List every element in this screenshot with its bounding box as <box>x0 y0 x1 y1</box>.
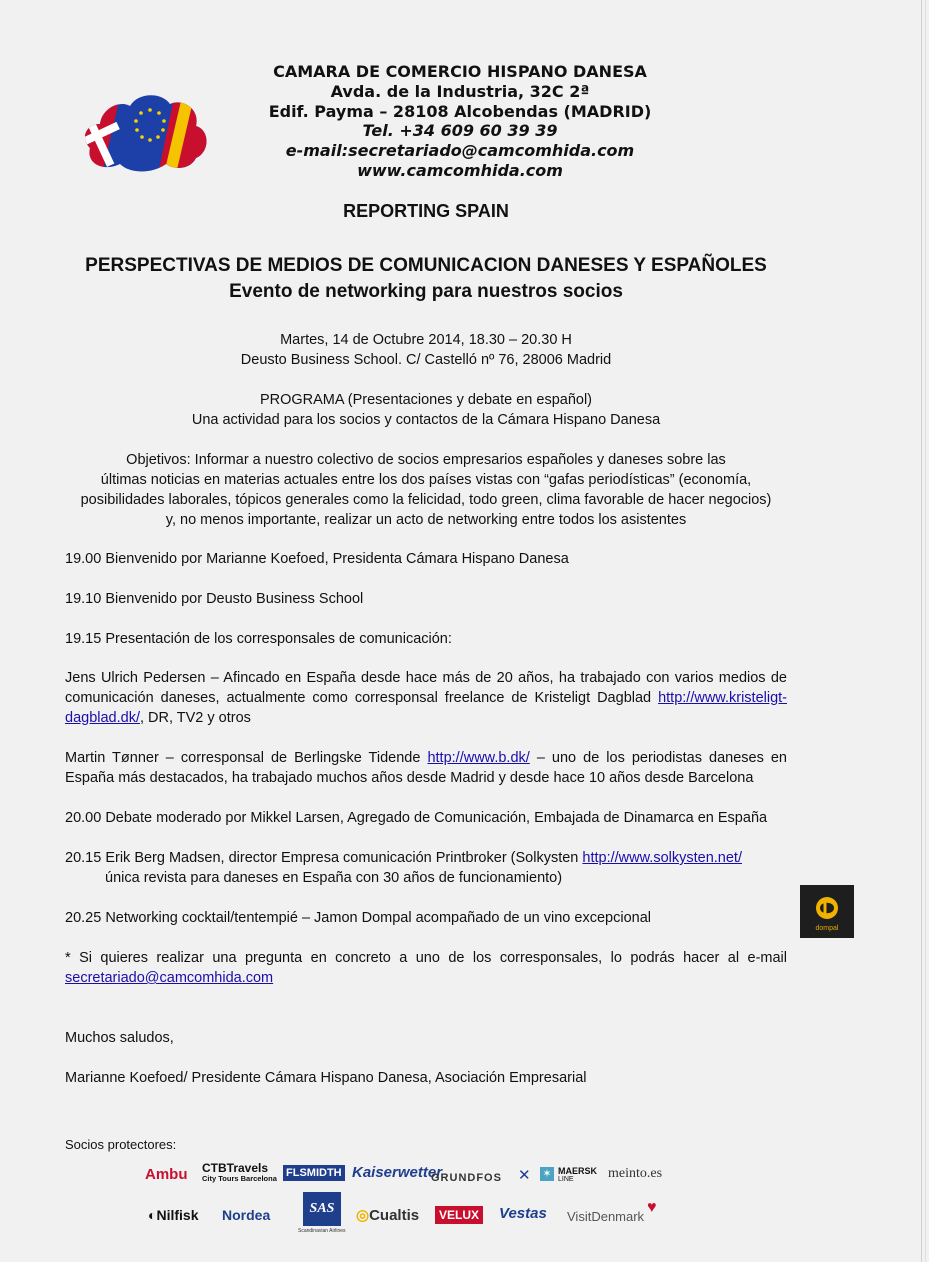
program-block <box>0 390 852 430</box>
agenda-1900: 19.00 Bienvenido por Marianne Koefoed, Presidenta Cámara Hispano Danesa <box>65 551 569 567</box>
chamber-logo <box>80 88 210 174</box>
jens-description: Jens Ulrich Pedersen – Afincado en España desde hace más de 20 años, ha trabajado con varios medios de comunicación daneses, actualmente como corresponsal freelance de Kristeligt Dagblad <box>65 670 787 706</box>
sponsor-velux: VELUX <box>435 1206 483 1224</box>
agenda-1910: 19.10 Bienvenido por Deusto Business School <box>65 591 364 607</box>
objectives-line: y, no menos importante, realizar un acto de networking entre todos los asistentes <box>165 512 687 528</box>
objectives <box>60 450 792 530</box>
secretariado-email-link[interactable]: secretariado@camcomhida.com <box>65 970 274 986</box>
visitdenmark-heart-icon: ♥ <box>647 1199 657 1216</box>
agenda-2025: 20.25 Networking cocktail/tentempié – Jamon Dompal acompañado de un vino excepcional <box>65 910 651 926</box>
agenda-jens <box>65 668 787 728</box>
event-date: Martes, 14 de Octubre 2014, 18.30 – 20.30 H <box>280 332 572 348</box>
maersk-name: MAERSK <box>558 1166 598 1176</box>
org-name: CAMARA DE COMERCIO HISPANO DANESA <box>273 62 647 81</box>
sponsor-visitdenmark: VisitDenmark <box>567 1209 645 1224</box>
maersk-line: LINE <box>558 1176 574 1183</box>
sponsor-flsmidth: FLSMIDTH <box>283 1165 345 1181</box>
event-heading <box>0 253 852 305</box>
martin-tail: – uno de los periodistas daneses en España más destacados, ha trabajado muchos años desde Madrid y desde hace 10 años desde Barcelona <box>65 750 787 786</box>
event-venue: Deusto Business School. C/ Castelló nº 76, 28006 Madrid <box>240 352 612 368</box>
sponsor-nordea: Nordea <box>222 1207 271 1223</box>
sponsor-ambu: Ambu <box>145 1166 188 1183</box>
greeting: Muchos saludos, <box>65 1030 174 1046</box>
sponsor-maersk <box>558 1166 597 1183</box>
cualtis-mark-icon: ◎ <box>356 1207 370 1224</box>
maersk-star-icon: ✶ <box>540 1167 554 1181</box>
question-note <box>65 948 787 988</box>
agenda-martin <box>65 748 787 788</box>
objectives-line: posibilidades laborales, tópicos generales como la felicidad, todo green, clima favorable de hacer negocios) <box>80 492 772 508</box>
sponsor-nilfisk <box>148 1207 198 1223</box>
ctb-name: CTBTravels <box>202 1161 269 1175</box>
nilfisk-name: Nilfisk <box>156 1207 199 1223</box>
sponsor-cualtis <box>356 1206 419 1224</box>
agenda-2015-text: 20.15 Erik Berg Madsen, director Empresa comunicación Printbroker (Solkysten <box>65 850 583 866</box>
question-note-text: * Si quieres realizar una pregunta en concreto a uno de los corresponsales, lo podrás hacer al e-mail <box>65 950 787 966</box>
berlingske-link[interactable]: http://www.b.dk/ <box>427 750 530 766</box>
martin-description: Martin Tønner – corresponsal de Berlingske Tidende <box>65 750 428 766</box>
email: e-mail:secretariado@camcomhida.com <box>285 141 635 161</box>
website: www.camcomhida.com <box>357 160 563 180</box>
sponsor-vestas: Vestas <box>499 1205 547 1222</box>
address-line-2: Edif. Payma – 28108 Alcobendas (MADRID) <box>268 101 652 121</box>
event-title: PERSPECTIVAS DE MEDIOS DE COMUNICACION DANESES Y ESPAÑOLES <box>85 255 767 276</box>
ctb-subtitle: City Tours Barcelona <box>202 1174 277 1183</box>
signature: Marianne Koefoed/ Presidente Cámara Hispano Danesa, Asociación Empresarial <box>65 1070 587 1086</box>
cualtis-name: Cualtis <box>369 1207 420 1224</box>
program-title: PROGRAMA (Presentaciones y debate en español) <box>259 392 593 408</box>
event-subtitle: Evento de networking para nuestros socios <box>229 281 623 302</box>
nilfisk-mark-icon: ◐ <box>148 1207 157 1223</box>
solkysten-link[interactable]: http://www.solkysten.net/ <box>582 850 742 866</box>
sponsor-sas: SAS <box>303 1192 341 1226</box>
objectives-line: Objetivos: Informar a nuestro colectivo de socios empresarios españoles y daneses sobre las <box>126 452 726 468</box>
phone: Tel. +34 609 60 39 39 <box>362 121 558 141</box>
sponsor-ctb <box>202 1161 277 1183</box>
dompal-logo <box>800 885 854 938</box>
report-title: REPORTING SPAIN <box>343 201 509 221</box>
sponsor-grundfos: GRUNDFOS <box>431 1172 502 1184</box>
jens-tail: , DR, TV2 y otros <box>139 710 251 726</box>
letterhead <box>230 62 690 181</box>
sas-subtitle: Scandinavian Airlines <box>298 1228 346 1234</box>
program-subtitle: Una actividad para los socios y contactos de la Cámara Hispano Danesa <box>191 412 661 428</box>
agenda-1915: 19.15 Presentación de los corresponsales de comunicación: <box>65 631 452 647</box>
sponsor-kaiserwetter: Kaiserwetter <box>352 1164 443 1181</box>
page-edge <box>921 0 922 1262</box>
sponsors-label: Socios protectores: <box>65 1137 177 1152</box>
page-edge-shadow <box>925 0 926 1262</box>
sponsor-x-icon: ✕ <box>518 1167 531 1184</box>
kristeligt-link[interactable]: http://www.kristeligt-dagblad.dk/ <box>65 690 787 726</box>
agenda-2015-tail: única revista para daneses en España con 30 años de funcionamiento) <box>105 870 563 886</box>
sponsor-meinto: meinto.es <box>608 1166 663 1181</box>
event-date-block <box>0 330 852 370</box>
objectives-line: últimas noticias en materias actuales entre los dos países vistas con “gafas periodísticas” (economía, <box>100 472 752 488</box>
agenda-2015 <box>65 848 787 888</box>
agenda-2000: 20.00 Debate moderado por Mikkel Larsen, Agregado de Comunicación, Embajada de Dinamarca en España <box>65 810 768 826</box>
dompal-label: dompal <box>815 925 839 932</box>
address-line-1: Avda. de la Industria, 32C 2ª <box>330 81 590 101</box>
